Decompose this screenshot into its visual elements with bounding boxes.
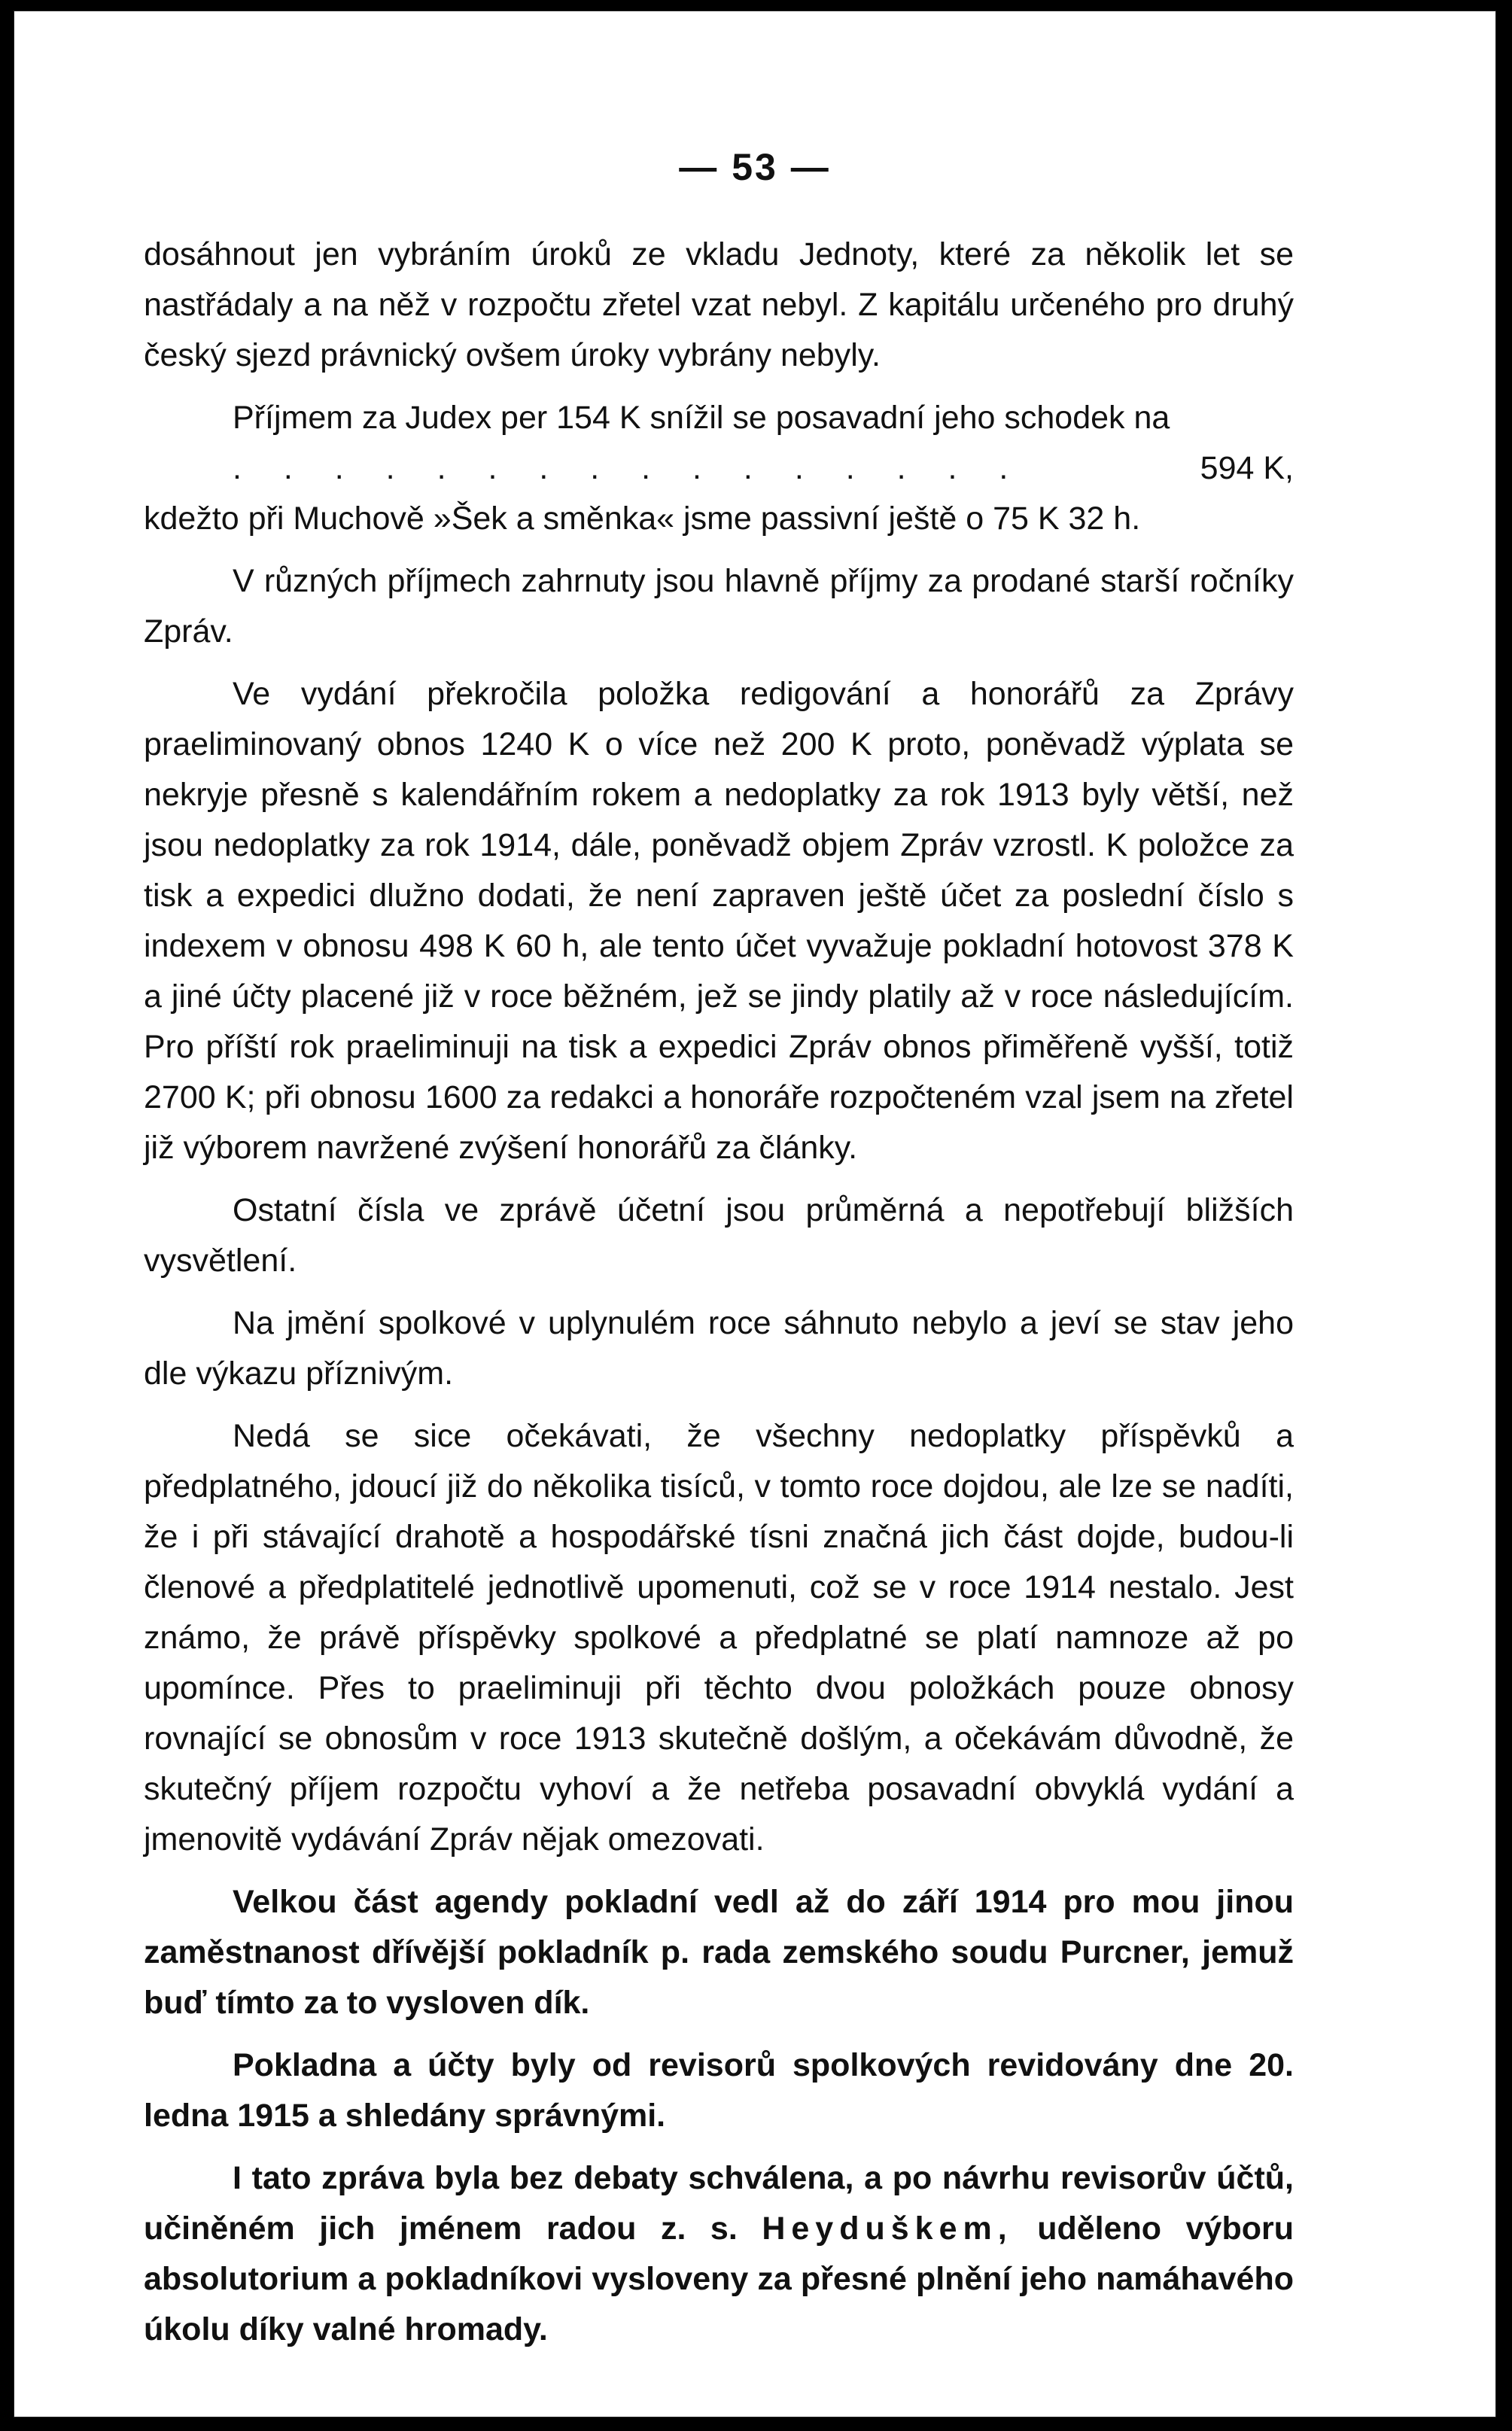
- document-page: [14, 11, 1496, 2417]
- paragraph-5: Ostatní čísla ve zprávě účetní jsou průměrná a nepotřebují bližších vysvětlení.: [144, 1192, 1294, 1279]
- paragraph-7: Nedá se sice očekávati, že všechny nedoplatky příspěvků a předplatného, jdoucí již do několika tisíců, v tomto roce dojdou, ale lze se nadíti, že i při stávající drahotě a hospodářské tísni značná jich část dojde, budou-li členové a předplatitelé jednotlivě upomenuti, což se v roce 1914 nestalo. Jest známo, že právě příspěvky spolkové a předplatné se platí namnoze až po upomínce. Přes to praeliminuji při těchto dvou položkách pouze obnosy rovnající se obnosům v roce 1913 skutečně došlým, a očekávám důvodně, že skutečný příjem rozpočtu vyhoví a že netřeba posavadní obvyklá vydání a jmenovitě vydávání Zpráv nějak omezovati.: [144, 1418, 1294, 1857]
- paragraph-2: [144, 393, 1294, 544]
- dot-leader: . . . . . . . . . . . . . . . .: [233, 450, 1025, 486]
- paragraph-2-continuation: kdežto při Muchově »Šek a směnka« jsme passivní ještě o 75 K 32 h.: [144, 500, 1141, 537]
- paragraph-10-continuation: uděleno výboru absolutorium a pokladníkovi vysloveny za přesné plnění jeho namáhavého úkolu díky valné hromady.: [144, 2210, 1294, 2347]
- paragraph-10: [144, 2153, 1294, 2355]
- paragraph-8: Velkou část agendy pokladní vedl až do září 1914 pro mou jinou zaměstnanost dřívější pokladník p. rada zemského soudu Purcner, jemuž buď tímto za to vysloven dík.: [144, 1884, 1294, 2021]
- paragraph-1: dosáhnout jen vybráním úroků ze vkladu Jednoty, které za několik let se nastřádaly a na něž v rozpočtu zřetel vzat nebyl. Z kapitálu určeného pro druhý český sjezd právnický ovšem úroky vybrány nebyly.: [144, 236, 1294, 373]
- dot-leader-line: [144, 443, 1294, 494]
- auditor-name: Heyduškem,: [762, 2210, 1013, 2247]
- paragraph-4: Ve vydání překročila položka redigování a honorářů za Zprávy praeliminovaný obnos 1240 K o více než 200 K proto, poněvadž výplata se nekryje přesně s kalendářním rokem a nedoplatky za rok 1913 byly větší, než jsou nedoplatky za rok 1914, dále, poněvadž objem Zpráv vzrostl. K položce za tisk a expedici dlužno dodati, že není zapraven ještě účet za poslední číslo s indexem v obnosu 498 K 60 h, ale tento účet vyvažuje pokladní hotovost 378 K a jiné účty placené již v roce běžném, jež se jindy platily až v roce následujícím. Pro příští rok praeliminuji na tisk a expedici Zpráv obnos přiměřeně vyšší, totiž 2700 K; při obnosu 1600 za redakci a honoráře rozpočteném vzal jsem na zřetel již výborem navržené zvýšení honorářů za články.: [144, 676, 1294, 1166]
- paragraph-2-text: Příjmem za Judex per 154 K snížil se posavadní jeho schodek na: [233, 400, 1170, 436]
- body-text: [144, 230, 1294, 2367]
- page-number: — 53 —: [679, 146, 831, 188]
- deficit-amount: 594 K,: [1200, 450, 1294, 486]
- paragraph-3: V různých příjmech zahrnuty jsou hlavně příjmy za prodané starší ročníky Zpráv.: [144, 563, 1294, 650]
- paragraph-9: Pokladna a účty byly od revisorů spolkových revidovány dne 20. ledna 1915 a shledány správnými.: [144, 2047, 1294, 2134]
- paragraph-10-text: I tato zpráva byla bez debaty schválena, a po návrhu revisorův účtů, učiněném jich jménem radou z. s.: [144, 2160, 1294, 2247]
- paragraph-6: Na jmění spolkové v uplynulém roce sáhnuto nebylo a jeví se stav jeho dle výkazu příznivým.: [144, 1305, 1294, 1392]
